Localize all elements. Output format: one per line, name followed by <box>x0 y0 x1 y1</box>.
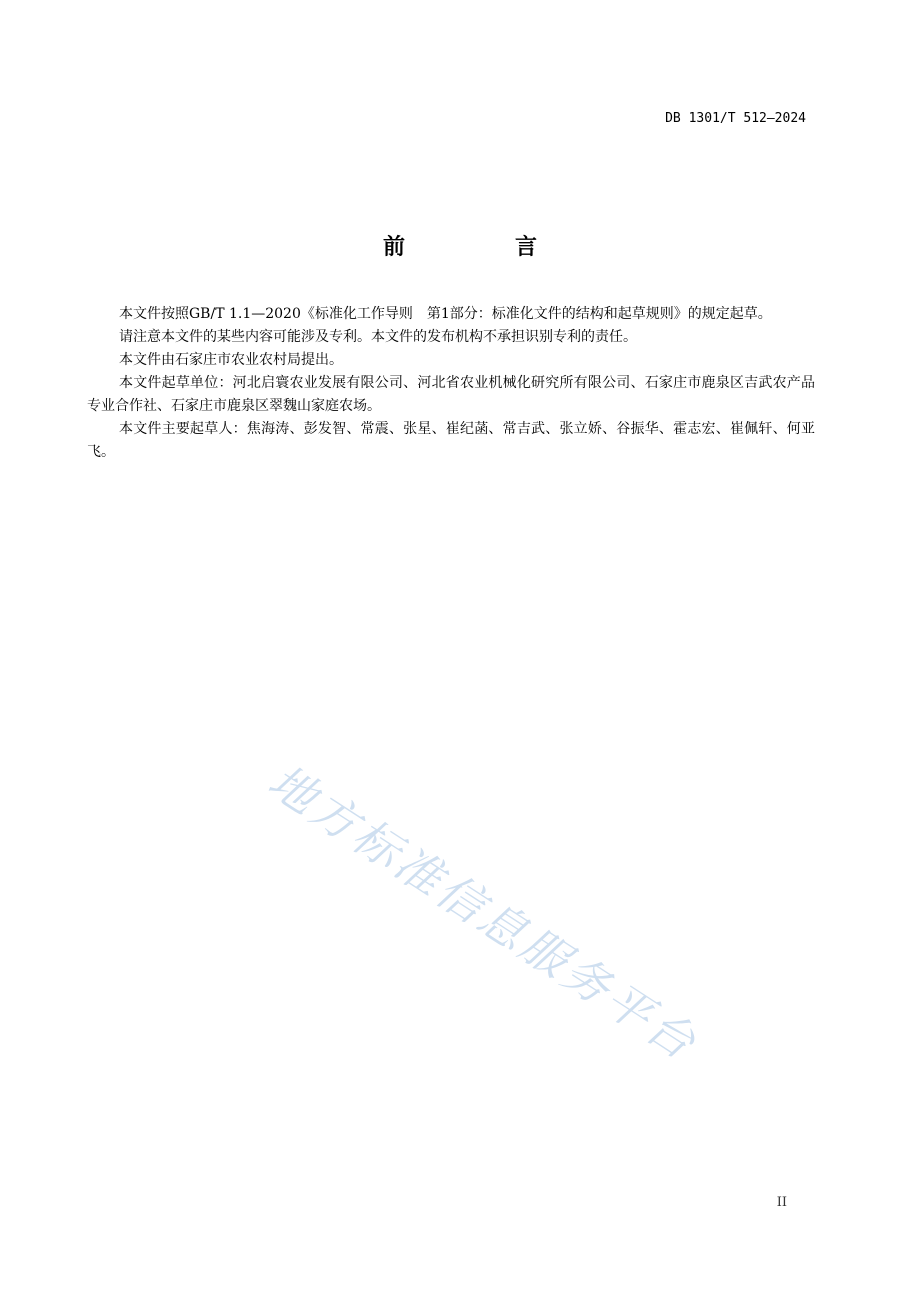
paragraph-drafting-units: 本文件起草单位：河北启寰农业发展有限公司、河北省农业机械化研究所有限公司、石家庄市鹿泉区吉武农产品专业合作社、石家庄市鹿泉区翠魏山家庭农场。 <box>87 375 815 414</box>
paragraph-proposer: 本文件由石家庄市农业农村局提出。 <box>119 352 343 368</box>
paragraph-patent-notice: 请注意本文件的某些内容可能涉及专利。本文件的发布机构不承担识别专利的责任。 <box>119 329 637 345</box>
paragraph-drafters: 本文件主要起草人：焦海涛、彭发智、常震、张星、崔纪菡、常吉武、张立娇、谷振华、霍志宏、崔佩轩、何亚飞。 <box>87 421 815 460</box>
watermark: 地方标准信息服务平台 <box>258 753 708 1072</box>
section-title: 前 言 <box>382 235 581 260</box>
paragraph-drafting-rules: 本文件按照GB/T 1.1—2020《标准化工作导则 第1部分：标准化文件的结构和起草规则》的规定起草。 <box>119 306 772 322</box>
document-code: DB 1301/T 512—2024 <box>665 111 806 126</box>
foreword-body <box>87 303 815 464</box>
page-number: II <box>776 1195 787 1210</box>
